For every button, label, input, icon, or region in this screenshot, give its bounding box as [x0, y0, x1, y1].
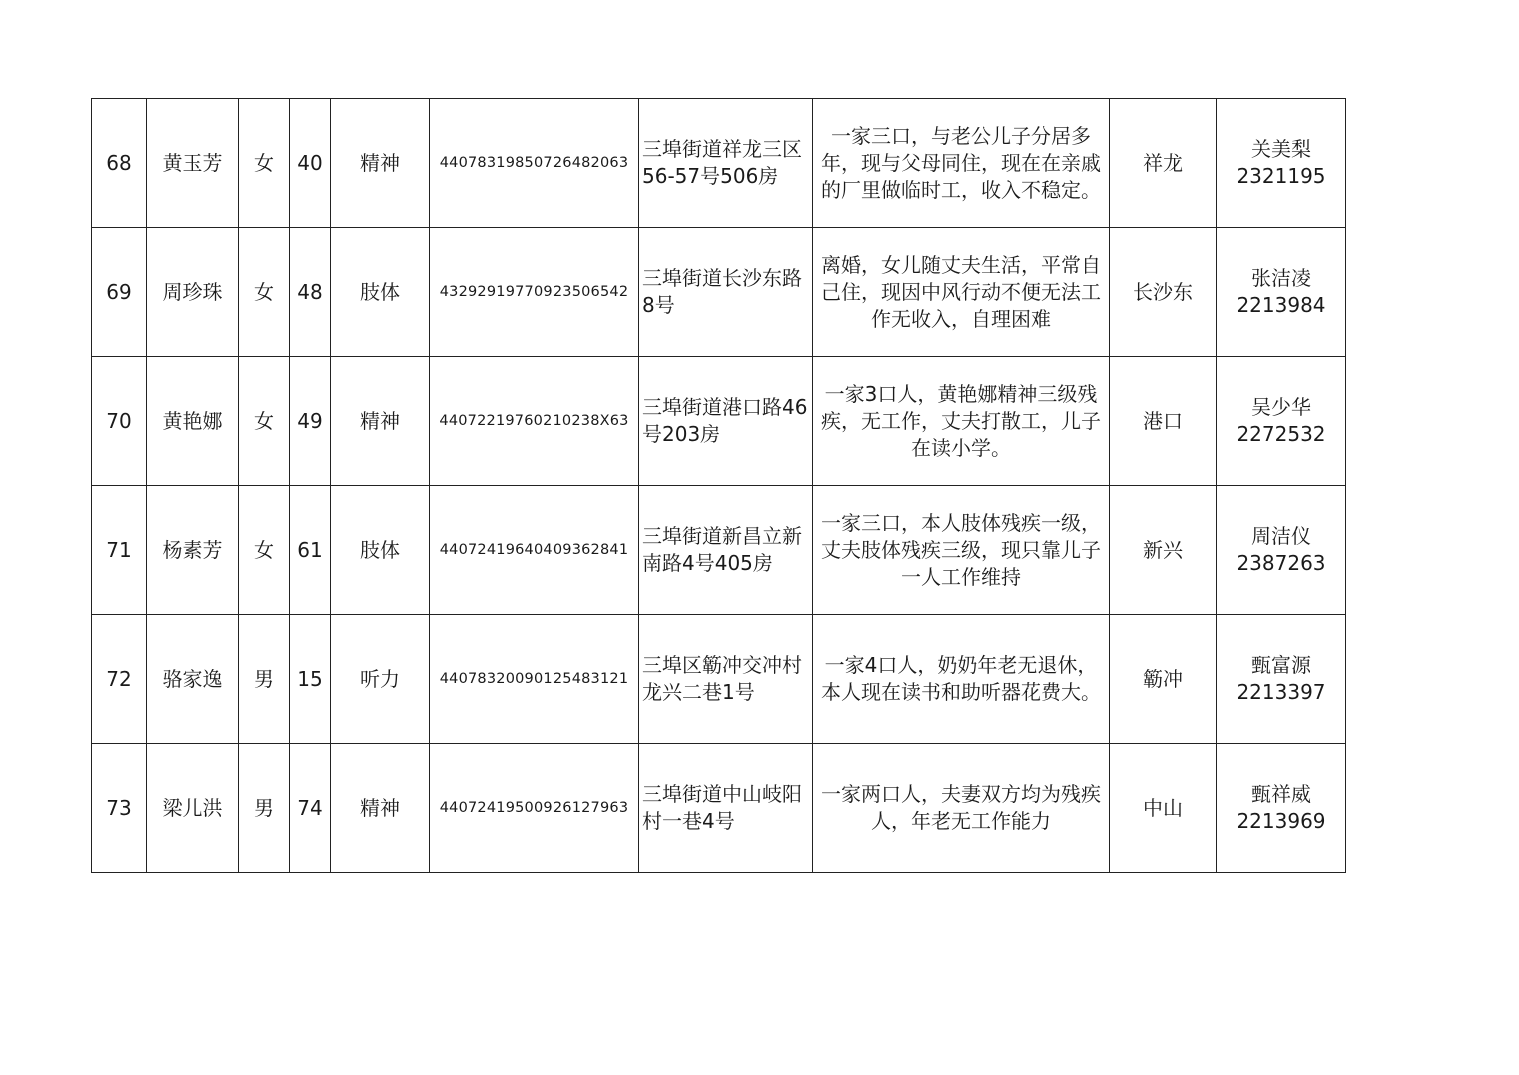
- cell-family-situation: 一家4口人，奶奶年老无退休，本人现在读书和助听器花费大。: [813, 615, 1110, 744]
- cell-community: 新兴: [1110, 486, 1217, 615]
- records-body: [92, 99, 1346, 873]
- contact-name: 甄富源: [1251, 653, 1311, 677]
- cell-serial-number: 68: [92, 99, 147, 228]
- table-row: [92, 744, 1346, 873]
- cell-disability-type: 精神: [331, 357, 430, 486]
- cell-disability-type: 精神: [331, 99, 430, 228]
- cell-contact: [1217, 486, 1346, 615]
- cell-contact: [1217, 744, 1346, 873]
- cell-community: 长沙东: [1110, 228, 1217, 357]
- cell-address: 三埠区簕冲交冲村龙兴二巷1号: [639, 615, 813, 744]
- cell-address: 三埠街道中山岐阳村一巷4号: [639, 744, 813, 873]
- cell-serial-number: 70: [92, 357, 147, 486]
- cell-serial-number: 72: [92, 615, 147, 744]
- cell-family-situation: 一家两口人，夫妻双方均为残疾人，年老无工作能力: [813, 744, 1110, 873]
- cell-serial-number: 69: [92, 228, 147, 357]
- contact-phone: 2213969: [1236, 809, 1326, 833]
- contact-name: 吴少华: [1251, 395, 1311, 419]
- table-row: [92, 486, 1346, 615]
- cell-address: 三埠街道港口路46号203房: [639, 357, 813, 486]
- cell-gender: 男: [239, 615, 290, 744]
- records-table: [91, 98, 1346, 873]
- cell-gender: 男: [239, 744, 290, 873]
- cell-name: 骆家逸: [147, 615, 239, 744]
- cell-serial-number: 71: [92, 486, 147, 615]
- cell-serial-number: 73: [92, 744, 147, 873]
- cell-id-number: 44072419640409362841: [430, 486, 639, 615]
- cell-disability-type: 肢体: [331, 486, 430, 615]
- cell-name: 梁儿洪: [147, 744, 239, 873]
- cell-family-situation: 离婚，女儿随丈夫生活，平常自己住，现因中风行动不便无法工作无收入，自理困难: [813, 228, 1110, 357]
- cell-family-situation: 一家3口人，黄艳娜精神三级残疾，无工作，丈夫打散工，儿子在读小学。: [813, 357, 1110, 486]
- cell-age: 61: [290, 486, 331, 615]
- contact-name: 周洁仪: [1251, 524, 1311, 548]
- cell-address: 三埠街道新昌立新南路4号405房: [639, 486, 813, 615]
- cell-address: 三埠街道长沙东路8号: [639, 228, 813, 357]
- cell-community: 中山: [1110, 744, 1217, 873]
- cell-age: 74: [290, 744, 331, 873]
- cell-address: 三埠街道祥龙三区56-57号506房: [639, 99, 813, 228]
- cell-gender: 女: [239, 228, 290, 357]
- cell-age: 15: [290, 615, 331, 744]
- cell-contact: [1217, 357, 1346, 486]
- cell-community: 祥龙: [1110, 99, 1217, 228]
- cell-age: 49: [290, 357, 331, 486]
- cell-gender: 女: [239, 486, 290, 615]
- cell-disability-type: 精神: [331, 744, 430, 873]
- cell-contact: [1217, 99, 1346, 228]
- contact-phone: 2213397: [1236, 680, 1326, 704]
- contact-phone: 2387263: [1236, 551, 1326, 575]
- contact-phone: 2213984: [1236, 293, 1326, 317]
- contact-phone: 2272532: [1236, 422, 1326, 446]
- cell-community: 港口: [1110, 357, 1217, 486]
- cell-id-number: 44072419500926127963: [430, 744, 639, 873]
- table-row: [92, 99, 1346, 228]
- cell-id-number: 44072219760210238X63: [430, 357, 639, 486]
- table-row: [92, 228, 1346, 357]
- cell-community: 簕冲: [1110, 615, 1217, 744]
- cell-gender: 女: [239, 357, 290, 486]
- cell-family-situation: 一家三口，本人肢体残疾一级，丈夫肢体残疾三级，现只靠儿子一人工作维持: [813, 486, 1110, 615]
- cell-name: 周珍珠: [147, 228, 239, 357]
- cell-id-number: 44078320090125483121: [430, 615, 639, 744]
- table-row: [92, 615, 1346, 744]
- contact-name: 张洁凌: [1251, 266, 1311, 290]
- cell-gender: 女: [239, 99, 290, 228]
- contact-phone: 2321195: [1236, 164, 1326, 188]
- cell-name: 黄艳娜: [147, 357, 239, 486]
- cell-contact: [1217, 615, 1346, 744]
- contact-name: 甄祥威: [1251, 782, 1311, 806]
- cell-contact: [1217, 228, 1346, 357]
- cell-disability-type: 听力: [331, 615, 430, 744]
- cell-disability-type: 肢体: [331, 228, 430, 357]
- cell-id-number: 44078319850726482063: [430, 99, 639, 228]
- contact-name: 关美梨: [1251, 137, 1311, 161]
- table-row: [92, 357, 1346, 486]
- cell-age: 48: [290, 228, 331, 357]
- cell-age: 40: [290, 99, 331, 228]
- cell-name: 黄玉芳: [147, 99, 239, 228]
- cell-id-number: 43292919770923506542: [430, 228, 639, 357]
- cell-name: 杨素芳: [147, 486, 239, 615]
- cell-family-situation: 一家三口，与老公儿子分居多年，现与父母同住，现在在亲戚的厂里做临时工，收入不稳定。: [813, 99, 1110, 228]
